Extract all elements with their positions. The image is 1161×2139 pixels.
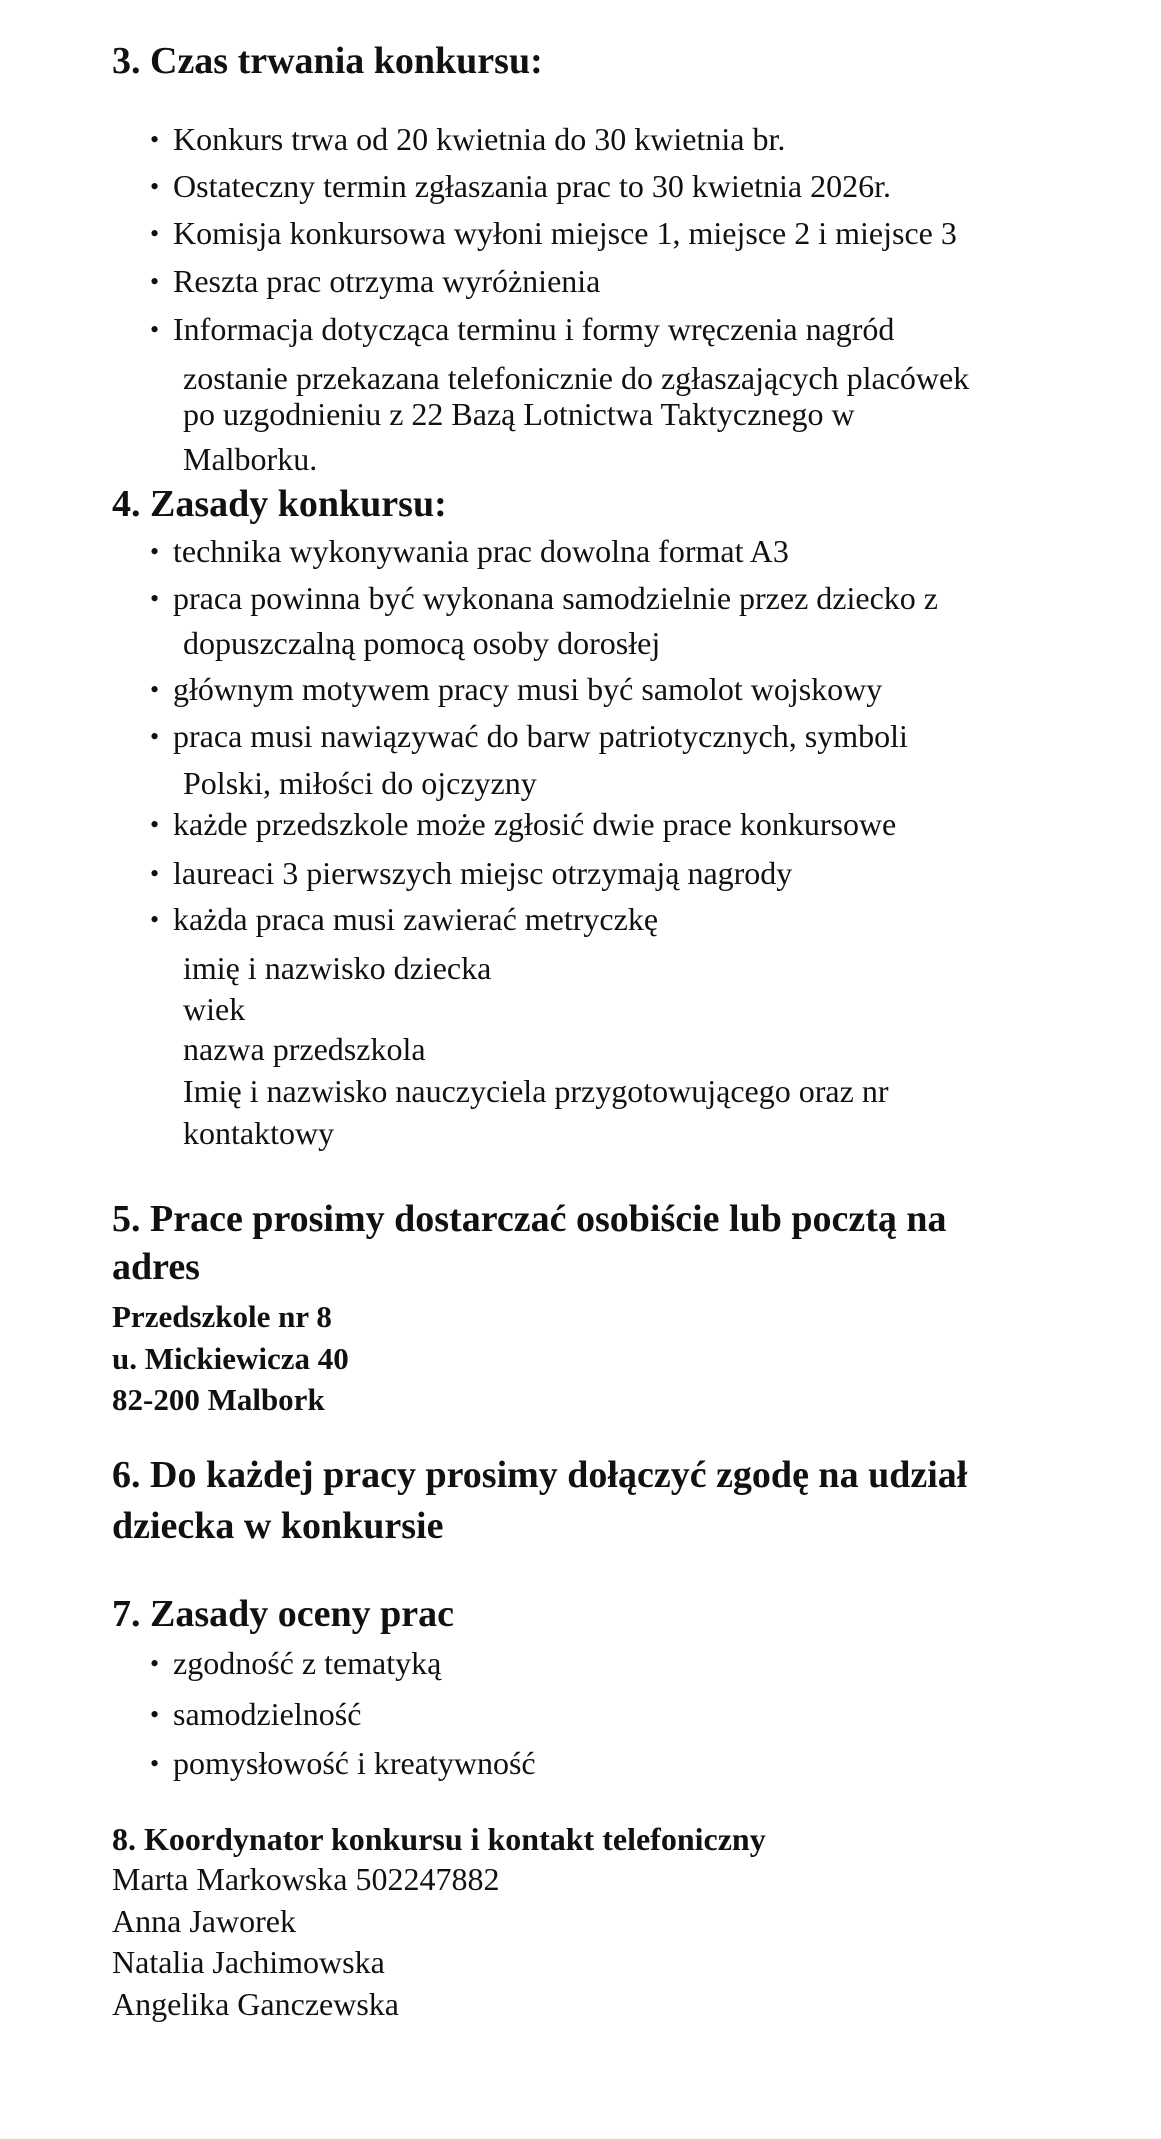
list-item: • każde przedszkole może zgłosić dwie prace konkursowe [150,806,897,842]
metryczka-line: nazwa przedszkola [183,1031,426,1067]
list-item-continuation: Malborku. [183,441,318,477]
bullet-icon: • [150,537,160,566]
contact-line: Anna Jaworek [112,1903,296,1939]
list-item-continuation: zostanie przekazana telefonicznie do zgłaszających placówek [183,360,970,396]
metryczka-line: kontaktowy [183,1115,335,1151]
list-item: • laureaci 3 pierwszych miejsc otrzymają nagrody [150,855,793,891]
section-4-heading: 4. Zasady konkursu: [112,483,447,525]
list-item: • Ostateczny termin zgłaszania prac to 30 kwietnia 2026r. [150,168,891,204]
section-5-heading-cont: adres [112,1246,200,1288]
bullet-icon: • [150,859,160,888]
section-7-heading: 7. Zasady oceny prac [112,1593,454,1635]
list-item: • praca powinna być wykonana samodzielnie przez dziecko z [150,580,938,616]
metryczka-line: imię i nazwisko dziecka [183,950,492,986]
list-item: • pomysłowość i kreatywność [150,1745,536,1781]
section-3-heading: 3. Czas trwania konkursu: [112,40,543,82]
bullet-icon: • [150,1700,160,1729]
bullet-icon: • [150,905,160,934]
list-item: • samodzielność [150,1696,362,1732]
bullet-icon: • [150,675,160,704]
contact-line: Angelika Ganczewska [112,1986,399,2022]
bullet-icon: • [150,722,160,751]
section-8-heading: 8. Koordynator konkursu i kontakt telefoniczny [112,1821,766,1857]
bullet-icon: • [150,584,160,613]
list-item-continuation: po uzgodnieniu z 22 Bazą Lotnictwa Taktycznego w [183,396,855,432]
list-item-continuation: dopuszczalną pomocą osoby dorosłej [183,625,661,661]
list-item: • każda praca musi zawierać metryczkę [150,901,659,937]
metryczka-line: wiek [183,991,246,1027]
list-item: • głównym motywem pracy musi być samolot wojskowy [150,671,883,707]
address-line: Przedszkole nr 8 [112,1299,332,1334]
bullet-icon: • [150,810,160,839]
list-item: • zgodność z tematyką [150,1645,442,1681]
list-item-continuation: Polski, miłości do ojczyzny [183,765,537,801]
list-item: • praca musi nawiązywać do barw patriotycznych, symboli [150,718,908,754]
bullet-icon: • [150,1649,160,1678]
bullet-icon: • [150,125,160,154]
list-item: • technika wykonywania prac dowolna format A3 [150,533,789,569]
bullet-icon: • [150,172,160,201]
list-item: • Informacja dotycząca terminu i formy wręczenia nagród [150,311,895,347]
contact-line: Natalia Jachimowska [112,1944,385,1980]
section-6-heading: 6. Do każdej pracy prosimy dołączyć zgodę na udział [112,1454,968,1496]
address-line: u. Mickiewicza 40 [112,1341,349,1376]
metryczka-line: Imię i nazwisko nauczyciela przygotowującego oraz nr [183,1073,889,1109]
bullet-icon: • [150,1749,160,1778]
list-item: • Komisja konkursowa wyłoni miejsce 1, miejsce 2 i miejsce 3 [150,215,957,251]
list-item: • Reszta prac otrzyma wyróżnienia [150,263,601,299]
bullet-icon: • [150,219,160,248]
bullet-icon: • [150,267,160,296]
section-5-heading: 5. Prace prosimy dostarczać osobiście lub pocztą na [112,1198,947,1240]
address-line: 82-200 Malbork [112,1382,325,1417]
bullet-icon: • [150,315,160,344]
section-6-heading-cont: dziecka w konkursie [112,1505,444,1547]
contact-line: Marta Markowska 502247882 [112,1861,500,1897]
list-item: • Konkurs trwa od 20 kwietnia do 30 kwietnia br. [150,121,786,157]
